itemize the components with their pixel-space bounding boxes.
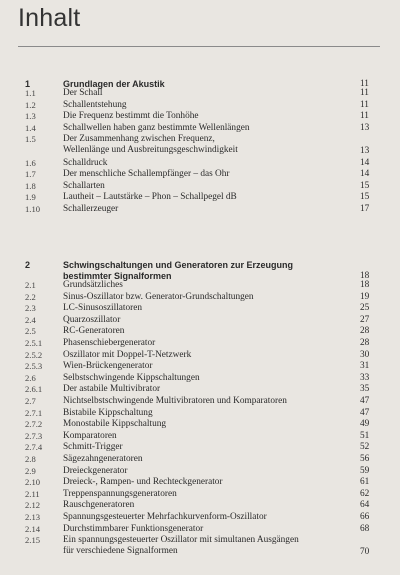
entry-page: 56	[360, 454, 370, 464]
entry-number: 1.7	[25, 169, 36, 180]
entry-number: 2.4	[25, 314, 36, 325]
toc-entry[interactable]	[25, 384, 382, 395]
toc-entry[interactable]	[25, 408, 382, 419]
entry-number: 2.12	[25, 500, 41, 511]
entry-page: 47	[360, 407, 370, 418]
toc-entry[interactable]	[25, 315, 382, 326]
toc-entry[interactable]	[25, 192, 382, 203]
entry-number: 1.2	[25, 99, 36, 110]
entry-title-cont: für verschiedene Signalformen	[63, 546, 178, 557]
section-page: 11	[360, 79, 369, 89]
toc-entry[interactable]	[25, 350, 382, 361]
entry-title: Der Zusammenhang zwischen Frequenz,	[63, 134, 215, 145]
entry-page: 66	[360, 512, 370, 522]
entry-title: Dreieckgenerator	[63, 465, 128, 476]
toc-entry[interactable]	[25, 535, 382, 557]
entry-title: Schallentstehung	[63, 99, 127, 110]
entry-page: 33	[360, 372, 370, 383]
entry-title: Selbstschwingende Kippschaltungen	[63, 372, 200, 383]
entry-title: RC-Generatoren	[63, 326, 125, 337]
entry-page: 11	[360, 111, 369, 122]
entry-title: Quarzoszillator	[63, 314, 121, 325]
toc-entry[interactable]	[25, 292, 382, 303]
entry-page: 62	[360, 488, 370, 499]
title-rule	[18, 46, 380, 47]
entry-title: Schmitt-Trigger	[63, 442, 123, 453]
entry-number: 2.13	[25, 512, 41, 522]
entry-number: 2.5.3	[25, 361, 43, 372]
entry-number: 2.7	[25, 396, 36, 406]
toc-entry[interactable]	[25, 454, 382, 465]
toc-entry[interactable]	[25, 373, 382, 384]
entry-page: 27	[360, 314, 370, 325]
entry-page: 15	[360, 180, 370, 191]
toc-entry[interactable]	[25, 489, 382, 500]
entry-page: 19	[360, 291, 370, 302]
toc-entry[interactable]	[25, 338, 382, 349]
entry-page: 70	[360, 546, 370, 557]
toc-entry[interactable]	[25, 419, 382, 430]
entry-number: 2.15	[25, 535, 41, 546]
toc-entry[interactable]	[25, 303, 382, 314]
entry-number: 2.11	[25, 488, 40, 499]
entry-title: Spannungsgesteuerter Mehrfachkurvenform-Oszillator	[63, 512, 267, 522]
entry-number: 1.4	[25, 122, 36, 133]
entry-number: 1.9	[25, 192, 36, 203]
entry-page: 52	[360, 442, 370, 453]
entry-title: Wien-Brückengenerator	[63, 361, 153, 372]
toc-entry[interactable]	[25, 134, 382, 156]
entry-number: 1.1	[25, 88, 36, 98]
entry-title: Oszillator mit Doppel-T-Netzwerk	[63, 349, 192, 360]
entry-title: Schallwellen haben ganz bestimmte Wellenlängen	[63, 122, 250, 133]
entry-title: Dreieck-, Rampen- und Rechteckgenerator	[63, 477, 223, 488]
entry-title: Treppenspannungsgeneratoren	[63, 488, 177, 499]
entry-number: 2.9	[25, 465, 36, 476]
entry-page: 17	[360, 204, 370, 214]
entry-title: Nichtselbstschwingende Multivibratoren und Komparatoren	[63, 396, 287, 406]
entry-number: 2.7.3	[25, 430, 43, 441]
entry-number: 1.6	[25, 157, 36, 168]
entry-page: 49	[360, 419, 370, 430]
entry-page: 28	[360, 326, 370, 337]
toc-entry[interactable]	[25, 158, 382, 169]
section-number: 2	[25, 260, 31, 270]
entry-title-cont: Wellenlänge und Ausbreitungsgeschwindigkeit	[63, 145, 238, 156]
entry-number: 2.5	[25, 326, 36, 337]
toc-entry[interactable]	[25, 280, 382, 291]
toc-entry[interactable]	[25, 88, 382, 99]
entry-title: Der Schall	[63, 88, 103, 98]
section-title-cont: bestimmter Signalformen	[63, 271, 172, 281]
entry-number: 2.8	[25, 454, 36, 464]
entry-title: Schallerzeuger	[63, 204, 119, 214]
entry-number: 1.5	[25, 134, 36, 145]
section-page: 18	[360, 271, 370, 281]
entry-page: 35	[360, 384, 370, 395]
entry-page: 13	[360, 122, 370, 133]
toc-entry[interactable]	[25, 361, 382, 372]
entry-page: 11	[360, 88, 369, 98]
entry-page: 51	[360, 430, 370, 441]
entry-title: Sägezahngeneratoren	[63, 454, 143, 464]
entry-title: Die Frequenz bestimmt die Tonhöhe	[63, 111, 199, 122]
entry-title: Grundsätzliches	[63, 280, 123, 290]
entry-page: 13	[360, 145, 370, 156]
toc-entry[interactable]	[25, 326, 382, 337]
toc-entry[interactable]	[25, 100, 382, 111]
entry-number: 1.3	[25, 111, 36, 122]
entry-title: Schalldruck	[63, 157, 108, 168]
entry-number: 2.10	[25, 477, 41, 488]
entry-page: 14	[360, 157, 370, 168]
toc-entry[interactable]	[25, 524, 382, 535]
entry-number: 2.5.2	[25, 349, 43, 360]
entry-page: 14	[360, 169, 370, 180]
toc-entry[interactable]	[25, 111, 382, 122]
entry-title: Durchstimmbarer Funktionsgenerator	[63, 523, 204, 534]
entry-number: 2.7.1	[25, 407, 43, 418]
entry-number: 2.14	[25, 523, 41, 534]
entry-page: 15	[360, 192, 370, 203]
toc-entry[interactable]	[25, 512, 382, 523]
entry-number: 2.6	[25, 372, 36, 383]
entry-page: 28	[360, 338, 370, 348]
entry-title: Phasenschiebergenerator	[63, 338, 156, 348]
entry-number: 2.3	[25, 303, 36, 314]
entry-title: Der astabile Multivibrator	[63, 384, 161, 395]
entry-number: 2.2	[25, 291, 36, 302]
section-title: Schwingschaltungen und Generatoren zur Erzeugung	[63, 260, 294, 270]
toc-entry[interactable]	[25, 466, 382, 477]
toc-entry[interactable]	[25, 477, 382, 488]
entry-title: Monostabile Kippschaltung	[63, 419, 167, 430]
entry-number: 2.6.1	[25, 384, 43, 395]
entry-number: 2.5.1	[25, 338, 43, 348]
entry-title: Komparatoren	[63, 430, 117, 441]
entry-title: Der menschliche Schallempfänger – das Ohr	[63, 169, 230, 180]
entry-number: 2.7.4	[25, 442, 43, 453]
toc-entry[interactable]	[25, 396, 382, 407]
toc-entry[interactable]	[25, 123, 382, 134]
toc-entry[interactable]	[25, 442, 382, 453]
entry-number: 1.10	[25, 204, 41, 214]
entry-title: Rauschgeneratoren	[63, 500, 135, 511]
entry-page: 11	[360, 99, 369, 110]
section-number: 1	[25, 79, 31, 89]
entry-number: 1.8	[25, 180, 36, 191]
entry-page: 68	[360, 523, 370, 534]
entry-page: 61	[360, 477, 370, 488]
entry-title: Lautheit – Lautstärke – Phon – Schallpegel dB	[63, 192, 237, 203]
entry-page: 18	[360, 280, 370, 290]
entry-page: 64	[360, 500, 370, 511]
entry-page: 47	[360, 396, 370, 406]
section-title: Grundlagen der Akustik	[63, 79, 165, 89]
entry-page: 25	[360, 303, 370, 314]
entry-page: 31	[360, 361, 370, 372]
entry-title: LC-Sinusoszillatoren	[63, 303, 143, 314]
entry-page: 59	[360, 465, 370, 476]
entry-number: 2.7.2	[25, 419, 43, 430]
toc-entry[interactable]	[25, 169, 382, 180]
toc-entry[interactable]	[25, 500, 382, 511]
toc-entry[interactable]	[25, 204, 382, 215]
entry-page: 30	[360, 349, 370, 360]
entry-title: Sinus-Oszillator bzw. Generator-Grundschaltungen	[63, 291, 254, 302]
toc-entry[interactable]	[25, 431, 382, 442]
page-title: Inhalt	[18, 4, 81, 32]
entry-title: Bistabile Kippschaltung	[63, 407, 153, 418]
toc-entry[interactable]	[25, 181, 382, 192]
entry-title: Schallarten	[63, 180, 105, 191]
entry-number: 2.1	[25, 280, 36, 290]
entry-title: Ein spannungsgesteuerter Oszillator mit simultanen Ausgängen	[63, 535, 299, 546]
